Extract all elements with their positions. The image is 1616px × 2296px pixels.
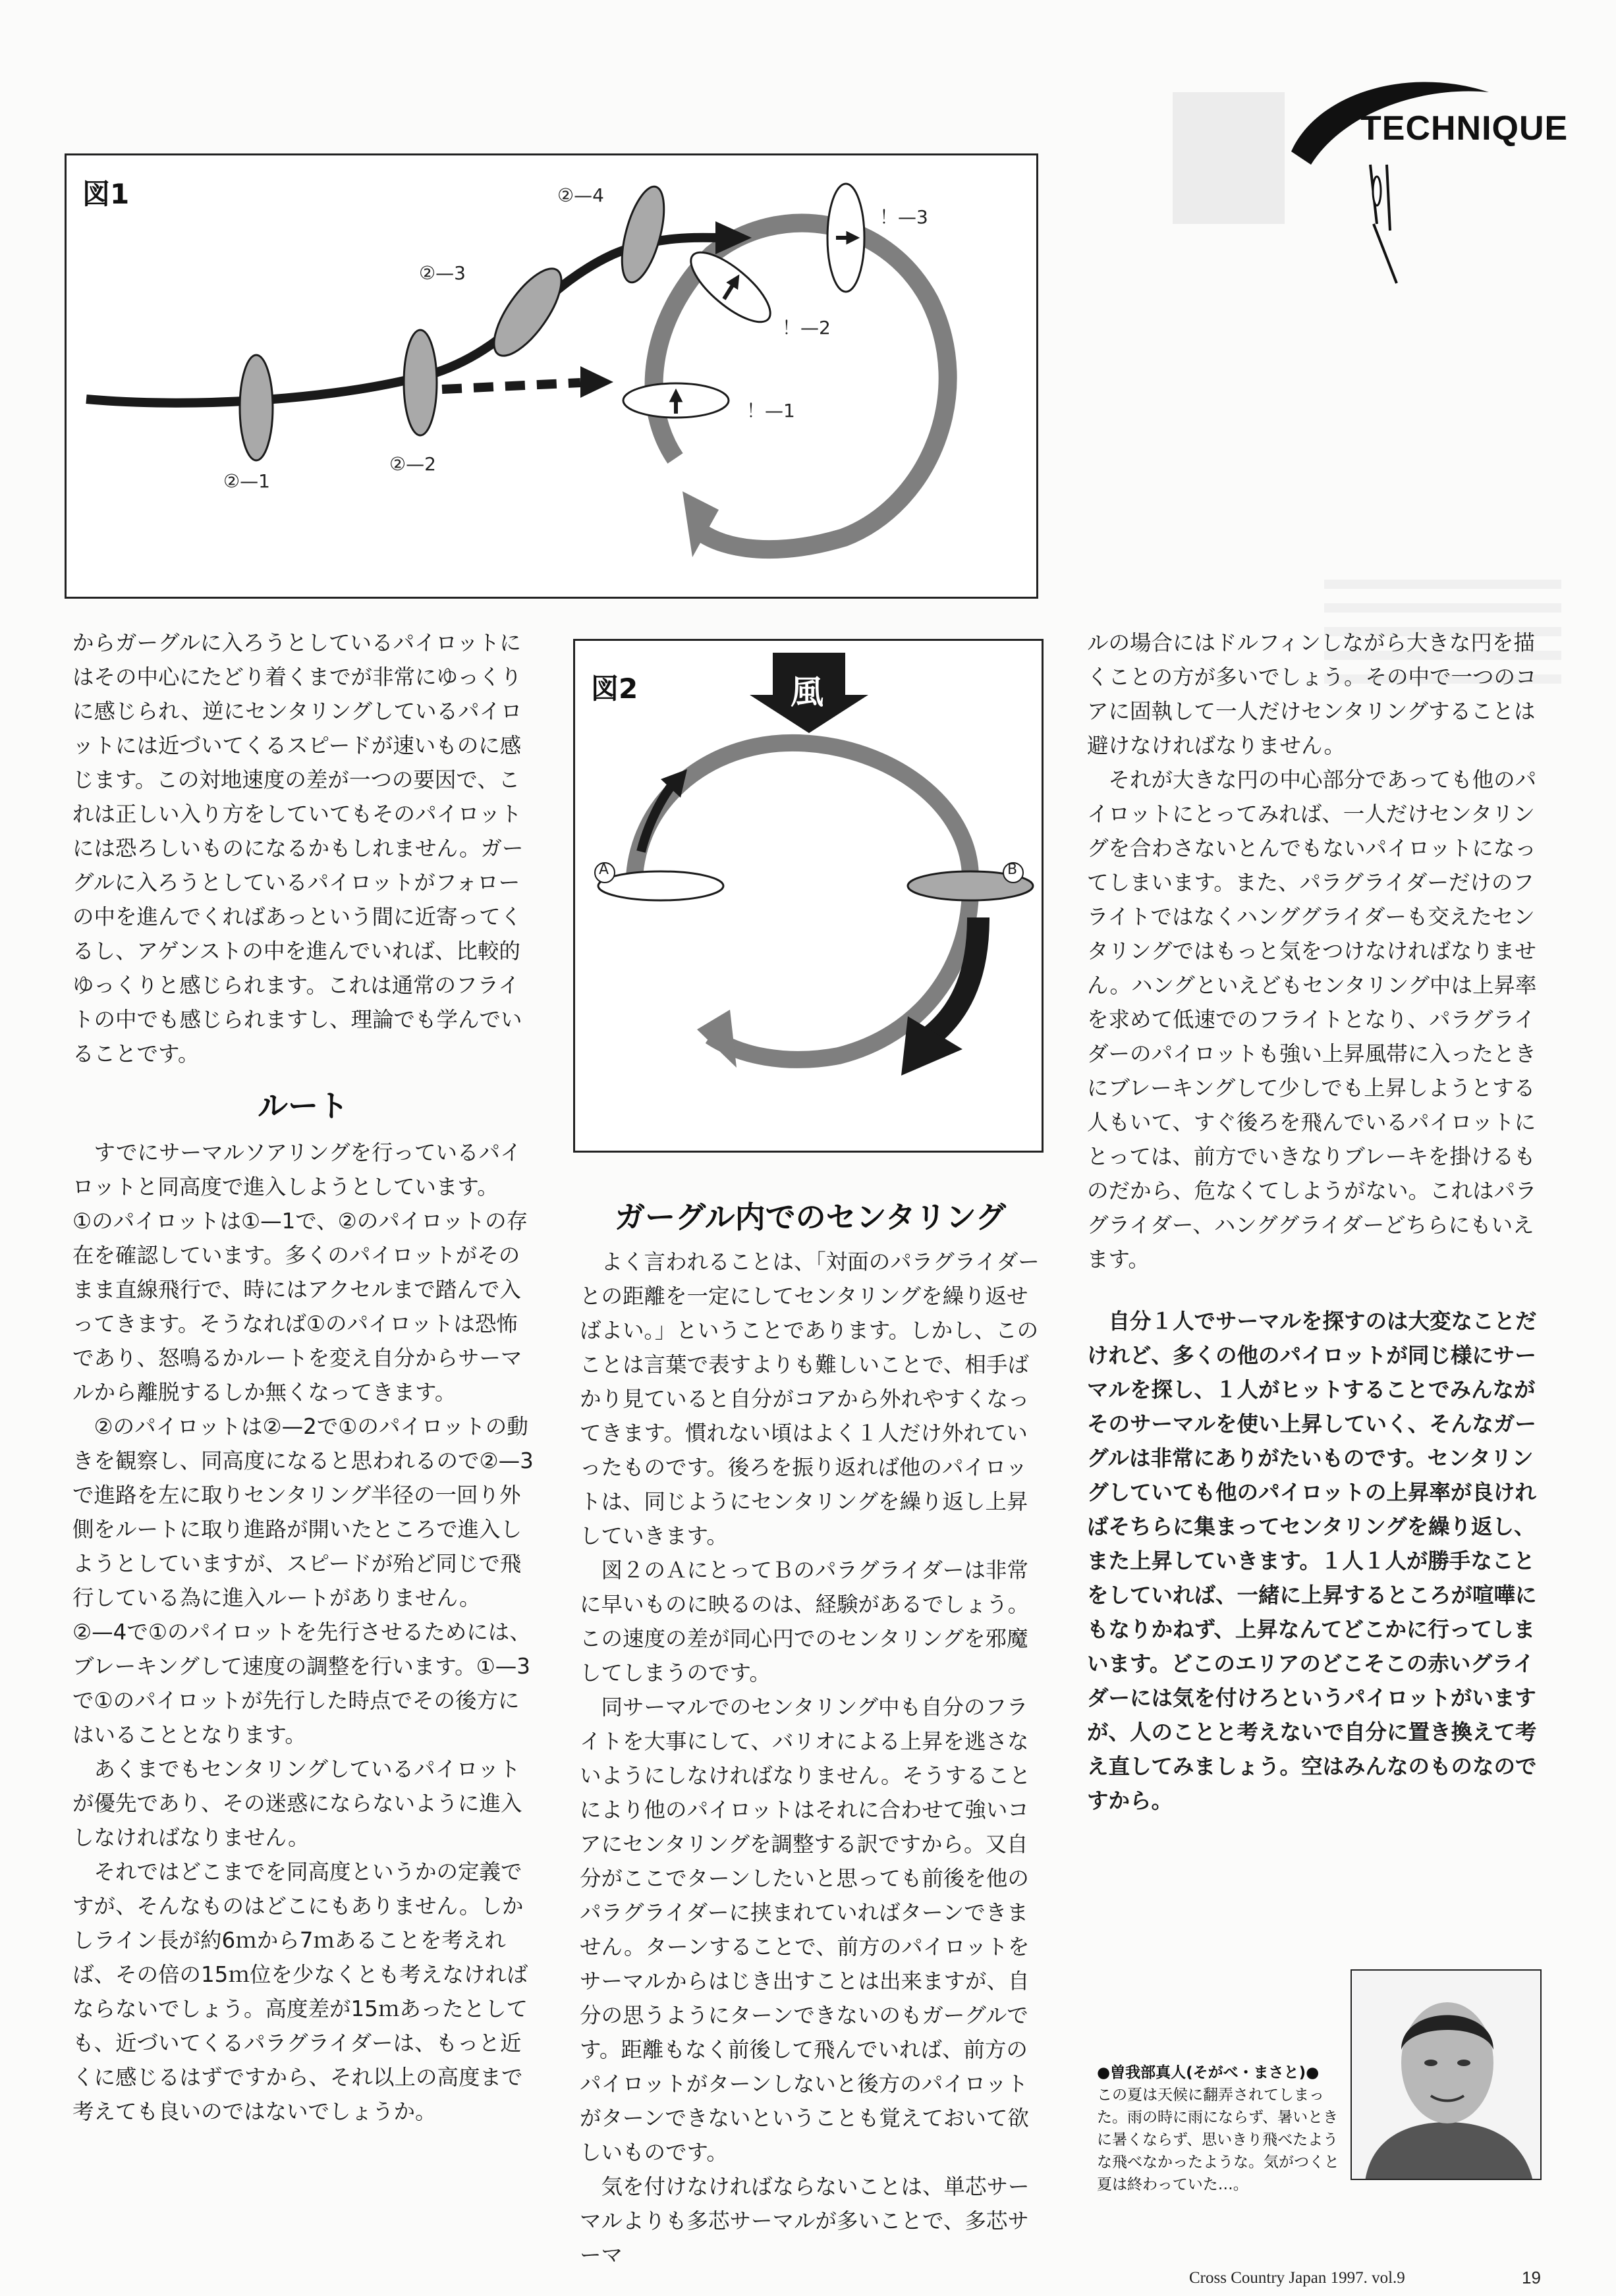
route-paragraph: すでにサーマルソアリングを行っているパイロットと同高度で進入しようとしています。 xyxy=(72,1140,522,1199)
page-number: 19 xyxy=(1522,2268,1541,2287)
figure-1-title: 図1 xyxy=(82,178,130,210)
route-heading: ルート xyxy=(258,1088,348,1124)
route-paragraph: それではどこまでを同高度というかの定義ですが、そんなものはどこにもありません。しかしライン長が約6ｍから7ｍあることを考えれば、その倍の15ｍ位を少なくとも考えなければならないでしょう。高度差が15ｍあったとしても、近づいてくるパラグライダーは、もっと近くに感じるはずですから、それ以上の高度まで考えても良いのではないでしょうか。 xyxy=(72,1859,528,2124)
author-name: ●曽我部真人(そがべ・まさと)● xyxy=(1097,2064,1320,2081)
route-paragraph: ①のパイロットは①—1で、②のパイロットの存在を確認しています。多くのパイロットがそのまま直線飛行で、時にはアクセルまで踏んで入ってきます。そうなれば①のパイロットは恐怖であり、怒鳴るかルートを変え自分からサーマルから離脱するしか無くなってきます。 xyxy=(72,1209,528,1405)
pilot-body-mark xyxy=(1373,177,1381,205)
glider-b-label: B xyxy=(1007,861,1018,878)
centering-paragraph: 気を付けなければならないことは、単芯サーマルよりも多芯サーマルが多いことで、多芯サーマ xyxy=(580,2174,1030,2268)
glider-2-2 xyxy=(404,330,437,435)
figure-2-diagram xyxy=(575,641,1042,1151)
magazine-footer: Cross Country Japan 1997. vol.9 xyxy=(1189,2269,1405,2287)
label-1-1: ！—1 xyxy=(746,400,795,422)
right-paragraph: それが大きな円の中心部分であっても他のパイロットにとってみれば、一人だけセンタリングを合わさないとんでもないパイロットになってしまいます。また、パラグライダーだけのフライトではなくハンググライダーも交えたセンタリングではもっと気をつけなければなりません。ハングといえどもセンタリング中は上昇率を求めて低速でのフライトとなり、パラグライダーのパイロットも強い上昇風帯に入ったときにブレーキングして少しでも上昇しようとする人もいて、すぐ後ろを飛んでいるパイロットにとっては、前方でいきなりブレーキを掛けるものだから、危なくてしようがない。これはパラグライダー、ハンググライダーどちらにもいえます。 xyxy=(1087,767,1537,1272)
dashed-route-arrowhead xyxy=(580,366,613,398)
label-2-4: ②—4 xyxy=(557,184,604,206)
glider-a-label: A xyxy=(599,861,609,878)
label-2-1: ②—1 xyxy=(223,470,270,492)
glider-2-4 xyxy=(613,182,672,287)
figure-2-title: 図2 xyxy=(591,672,638,705)
wind-label: 風 xyxy=(791,673,823,711)
middle-column xyxy=(580,1245,1041,2272)
figure-2 xyxy=(573,639,1044,1153)
author-portrait xyxy=(1352,1971,1542,2180)
section-label: TECHNIQUE xyxy=(1360,109,1569,148)
right-column xyxy=(1087,626,1548,1276)
route-paragraph: あくまでもセンタリングしているパイロットが優先であり、その迷惑にならないように進入しなければなりません。 xyxy=(72,1757,522,1850)
label-2-2: ②—2 xyxy=(389,453,436,475)
author-photo xyxy=(1351,1969,1542,2180)
thermal-circle-arrowhead xyxy=(697,1010,737,1068)
conclusion-column xyxy=(1087,1304,1548,1818)
author-profile xyxy=(1097,2062,1344,2196)
glider-2-1 xyxy=(240,355,273,460)
centering-paragraph: よく言われることは、「対面のパラグライダーとの距離を一定にしてセンタリングを繰り返せばよい。」ということであります。しかし、このことは言葉で表すよりも難しいことで、相手ばかり見ていると自分がコアから外れやすくなってきます。慣れない頃はよく１人だけ外れていったものです。後ろを振り返れば他のパイロットは、同じようにセンタリングを繰り返し上昇していきます。 xyxy=(580,1249,1040,1548)
bleed-through-box xyxy=(1173,92,1285,224)
centering-heading: ガーグル内でのセンタリング xyxy=(615,1199,1006,1235)
figure-1 xyxy=(65,153,1038,599)
centering-paragraph: 同サーマルでのセンタリング中も自分のフライトを大事にして、バリオによる上昇を逃さないようにしなければなりません。そうすることにより他のパイロットはそれに合わせて強いコアにセンタリングを調整する訳ですから。又自分がここでターンしたいと思っても前後を他のパラグライダーに挟まれていればターンできません。ターンすることで、前方のパイロットをサーマルからはじき出すことは出来ますが、自分の思うようにターンできないのもガーグルです。距離もなく前後して飛んでいれば、前方のパイロットがターンしないと後方のパイロットがターンできないということも覚えておいて欲しいものです。 xyxy=(580,1695,1031,2165)
label-1-3: ！—3 xyxy=(879,206,928,228)
label-2-3: ②—3 xyxy=(419,262,466,284)
label-1-2: ！—2 xyxy=(782,317,831,339)
route-paragraph: ②—4で①のパイロットを先行させるためには、ブレーキングして速度の調整を行います。①—3で①のパイロットが先行した時点でその後方にはいることとなります。 xyxy=(72,1620,531,1747)
conclusion-paragraph: 自分１人でサーマルを探すのは大変なことだけれど、多くの他のパイロットが同じ様にサーマルを探し、１人がヒットすることでみんながそのサーマルを使い上昇していく、そんなガーグルは非常にありがたいものです。センタリングしていても他のパイロットの上昇率が良ければそちらに集まってセンタリングを繰り返し、また上昇していきます。１人１人が勝手なことをしていれば、一緒に上昇するところが喧嘩にもなりかねず、上昇なんてどこかに行ってしまいます。どこのエリアのどこそこの赤いグライダーには気を付けろというパイロットがいますが、人のことと考えないで自分に置き換えて考え直してみましょう。空はみんなのものなのですから。 xyxy=(1087,1309,1537,1813)
technique-logo xyxy=(1291,66,1594,290)
glider-a xyxy=(598,871,723,900)
right-paragraph: ルの場合にはドルフィンしながら大きな円を描くことの方が多いでしょう。その中で一つのコアに固執して一人だけセンタリングすることは避けなければなりません。 xyxy=(1087,630,1537,758)
author-bio: この夏は天候に翻弄されてしまった。雨の時に雨にならず、暑いときに暑くならず、思いきり飛べたような飛べなかったような。気がつくと夏は終わっていた…。 xyxy=(1097,2087,1339,2193)
glider-2-3 xyxy=(482,259,574,366)
dashed-route xyxy=(442,383,580,389)
thermal-circle xyxy=(634,743,970,1060)
route-paragraph: ②のパイロットは②—2で①のパイロットの動きを観察し、同高度になると思われるので②—3で進路を左に取りセンタリング半径の一回り外側をルートに取り進路が開いたところで進入しようとしていますが、スピードが殆ど同じで飛行している為に進入ルートがありません。 xyxy=(72,1414,534,1610)
centering-paragraph: 図２のＡにとってＢのパラグライダーは非常に早いものに映るのは、経験があるでしょう。この速度の差が同心円でのセンタリングを邪魔してしまうのです。 xyxy=(580,1558,1030,1685)
left-column xyxy=(72,626,534,2129)
intro-paragraph: からガーグルに入ろうとしているパイロットにはその中心にたどり着くまでが非常にゆっくりに感じられ、逆にセンタリングしているパイロットには近づいてくるスピードが速いものに感じます。この対地速度の差が一つの要因で、これは正しい入り方をしていてもそのパイロットには恐ろしいものになるかもしれません。ガーグルに入ろうとしているパイロットがフォローの中を進んでくればあっという間に近寄ってくるし、アゲンストの中を進んでいれば、比較的ゆっくりと感じられます。これは通常のフライトの中でも感じられますし、理論でも学んでいることです。 xyxy=(72,630,524,1066)
